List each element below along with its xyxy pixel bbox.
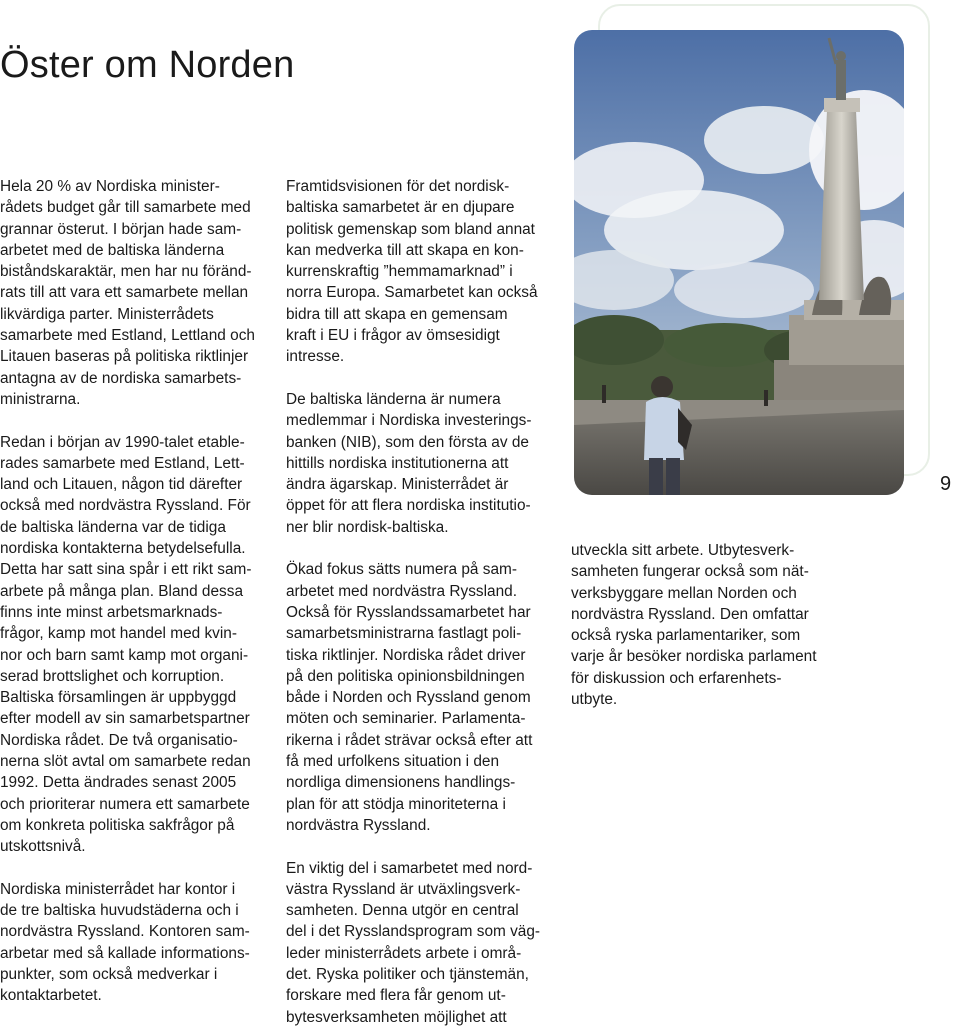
text-column-3 — [571, 540, 836, 710]
paragraph: De baltiska länderna är numera medlemmar i Nordiska investerings- banken (NIB), som den första av de hittills nordiska institutionerna att ändra ägarskap. Ministerrådet är öppet för att flera nordiska institutio- ner blir nordisk-baltiska. — [286, 390, 532, 536]
paragraph: Ökad fokus sätts numera på sam- arbetet med nordvästra Ryssland. Också för Rysslandssamarbetet har samarbetsministrarna fastlagt poli- tiska riktlinjer. Nordiska rådet driver på den politiska opinionsbildningen både i Norden och Ryssland genom möten och seminarier. Parlamenta- rikerna i rådet strävar också efter att få med urfolkens situation i den nordliga dimensionens handlings- plan för att stödja minoriteterna i nordvästra Ryssland. — [286, 561, 533, 834]
paragraph: Redan i början av 1990-talet etable- rades samarbete med Estland, Lett- land och Litauen, någon tid därefter också med nordvästra Ryssland. För de baltiska länderna var de tidiga nordiska kontakterna betydelsefulla. Detta har satt sina spår i ett rikt sam- arbete på många plan. Bland dessa finns inte minst arbetsmarknads- frågor, kamp mot handel med kvin- nor och barn samt kamp mot organi- serad brottslighet och korruption. Baltiska församlingen är uppbyggd efter modell av sin samarbetspartner Nordiska rådet. De två organisatio- nerna slöt avtal om samarbete redan 1992. Detta ändrades senast 2005 och prioriterar numera ett samarbete om konkreta politiska sakfrågor på utskottsnivå. — [0, 433, 252, 856]
paragraph: Hela 20 % av Nordiska minister- rådets budget går till samarbete med grannar österut. I början hade sam- arbetet med de baltiska länderna biståndskaraktär, men har nu föränd- rats till att vara ett samarbete mellan likvärdiga parter. Ministerrådets samarbete med Estland, Lettland och Litauen baseras på politiska riktlinjer antagna av de nordiska samarbets- ministrarna. — [0, 178, 255, 408]
freedom-monument-photo — [574, 30, 904, 495]
paragraph: Framtidsvisionen för det nordisk- baltiska samarbetet är en djupare politisk gemenskap som bland annat kan medverka till att skapa en kon- kurrenskraftig ”hemmamarknad” i norra Europa. Samarbetet kan också bidra till att skapa en gemensam kraft i EU i frågor av ömsesidigt intresse. — [286, 178, 538, 366]
page-number: 9 — [940, 473, 952, 495]
text-column-2 — [286, 176, 561, 1028]
paragraph: En viktig del i samarbetet med nord- västra Ryssland är utväxlingsverk- samheten. Denna utgör en central del i det Rysslandsprogram som väg- leder ministerrådets arbete i områ- det. Ryska politiker och tjänstemän, forskare med flera får genom ut- bytesverksamheten möjlighet att — [286, 859, 541, 1026]
paragraph: utveckla sitt arbete. Utbytesverk- samheten fungerar också som nät- verksbyggare mellan Norden och nordvästra Ryssland. Den omfattar också ryska parlamentariker, som varje år besöker nordiska parlament för diskussion och erfarenhets- utbyte. — [571, 542, 817, 709]
page-title: Öster om Norden — [0, 44, 295, 86]
paragraph: Nordiska ministerrådet har kontor i de tre baltiska huvudstäderna och i nordvästra Ryssland. Kontoren sam- arbetar med så kallade informations- punkter, som också medverkar i kontaktarbetet. — [0, 880, 250, 1005]
text-column-1 — [0, 176, 270, 1007]
monument-icon — [574, 30, 904, 495]
